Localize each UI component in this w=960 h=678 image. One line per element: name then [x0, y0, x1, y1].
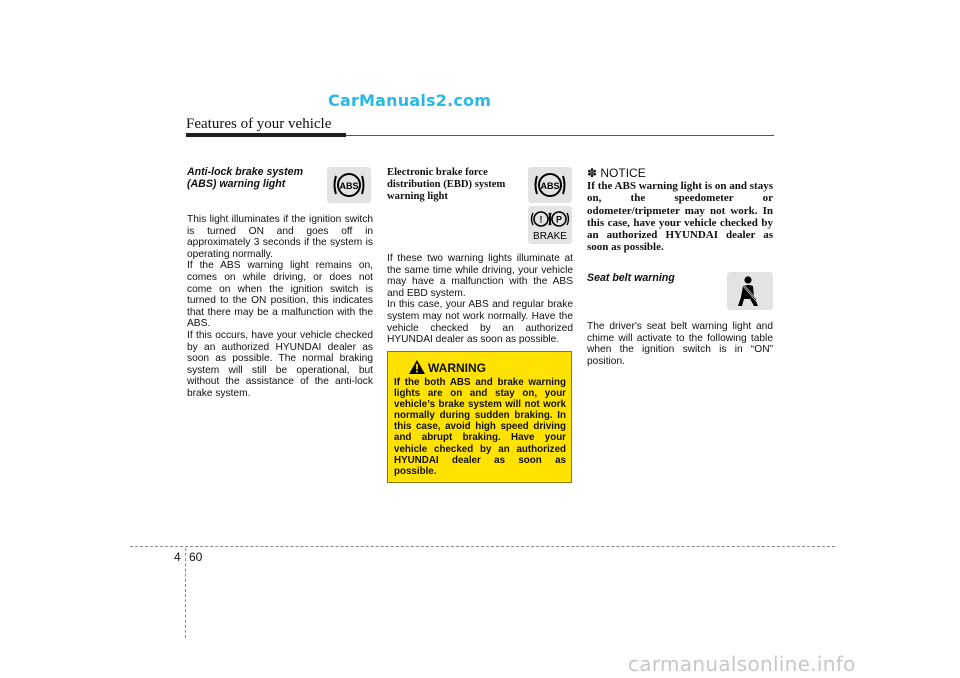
brake-icon-p: P	[555, 214, 563, 225]
footer-vertical-rule	[185, 548, 186, 638]
ebd-paragraph-1: If these two warning lights illuminate at the same time while driving, your vehicle may have a malfunction with the ABS and EBD system.	[387, 253, 573, 299]
ebd-paragraph-2: In this case, your ABS and regular brake system may not work normally. Have the vehicle checked by an authorized HYUNDAI dealer as soon as possible.	[387, 299, 573, 346]
chapter-number: 4	[174, 550, 181, 564]
ebd-description	[387, 253, 573, 346]
brake-icon-exclaim: !	[539, 214, 543, 225]
seatbelt-heading: Seat belt warning	[587, 272, 675, 284]
header-rule-dark	[186, 133, 346, 137]
header-rule-light	[346, 135, 774, 136]
brake-warning-icon	[528, 206, 572, 244]
ebd-warning-heading: Electronic brake force distribution (EBD) system warning light	[387, 167, 506, 202]
footer-rule	[130, 546, 835, 547]
warning-body: If the both ABS and brake warning lights are on and stay on, your vehicle’s brake system will not work normally during sudden braking. In this case, avoid high speed driving and abrupt braking. Have your vehicle checked by an authorized HYUNDAI dealer as soon as possible.	[394, 377, 566, 477]
abs-ebd-icon	[528, 167, 572, 203]
abs-paragraph-1: This light illuminates if the ignition switch is turned ON and goes off in approximately 3 seconds if the system is operating normally.	[187, 214, 373, 260]
section-title: Features of your vehicle	[186, 116, 332, 132]
abs-heading-line1: Anti-lock brake system	[187, 166, 303, 178]
brake-icon-label: BRAKE	[533, 231, 567, 242]
watermark-carmanualsonline: carmanualsonline.info	[628, 652, 856, 676]
abs-paragraph-3: If this occurs, have your vehicle checked by an authorized HYUNDAI dealer as soon as possible. The normal braking system will still be operational, but without the assistance of the anti-lock brake system.	[187, 329, 373, 399]
abs-paragraph-2: If the ABS warning light remains on, comes on while driving, or does not come on when the ignition switch is turned to the ON position, this indicates that there may be a malfunction with the ABS.	[187, 260, 373, 330]
abs-icon-label: ABS	[339, 181, 359, 191]
watermark-carmanuals2: CarManuals2.com	[328, 91, 492, 110]
abs-warning-heading	[187, 166, 303, 190]
abs-warning-icon	[327, 167, 371, 203]
warning-title: WARNING	[428, 361, 486, 375]
abs-ebd-icon-label: ABS	[540, 181, 560, 191]
notice-body: If the ABS warning light is on and stays on, the speedometer or odometer/tripmeter may not work. In this case, have your vehicle checked by an authorized HYUNDAI dealer as soon as possible.	[587, 180, 773, 254]
abs-heading-line2: (ABS) warning light	[187, 178, 286, 190]
abs-description	[187, 214, 373, 400]
seatbelt-warning-icon	[727, 272, 773, 310]
notice-title: ✽ NOTICE	[587, 166, 646, 180]
seatbelt-body: The driver's seat belt warning light and chime will activate to the following table when the ignition switch is in “ON” position.	[587, 321, 773, 367]
page-number: 60	[189, 550, 203, 564]
